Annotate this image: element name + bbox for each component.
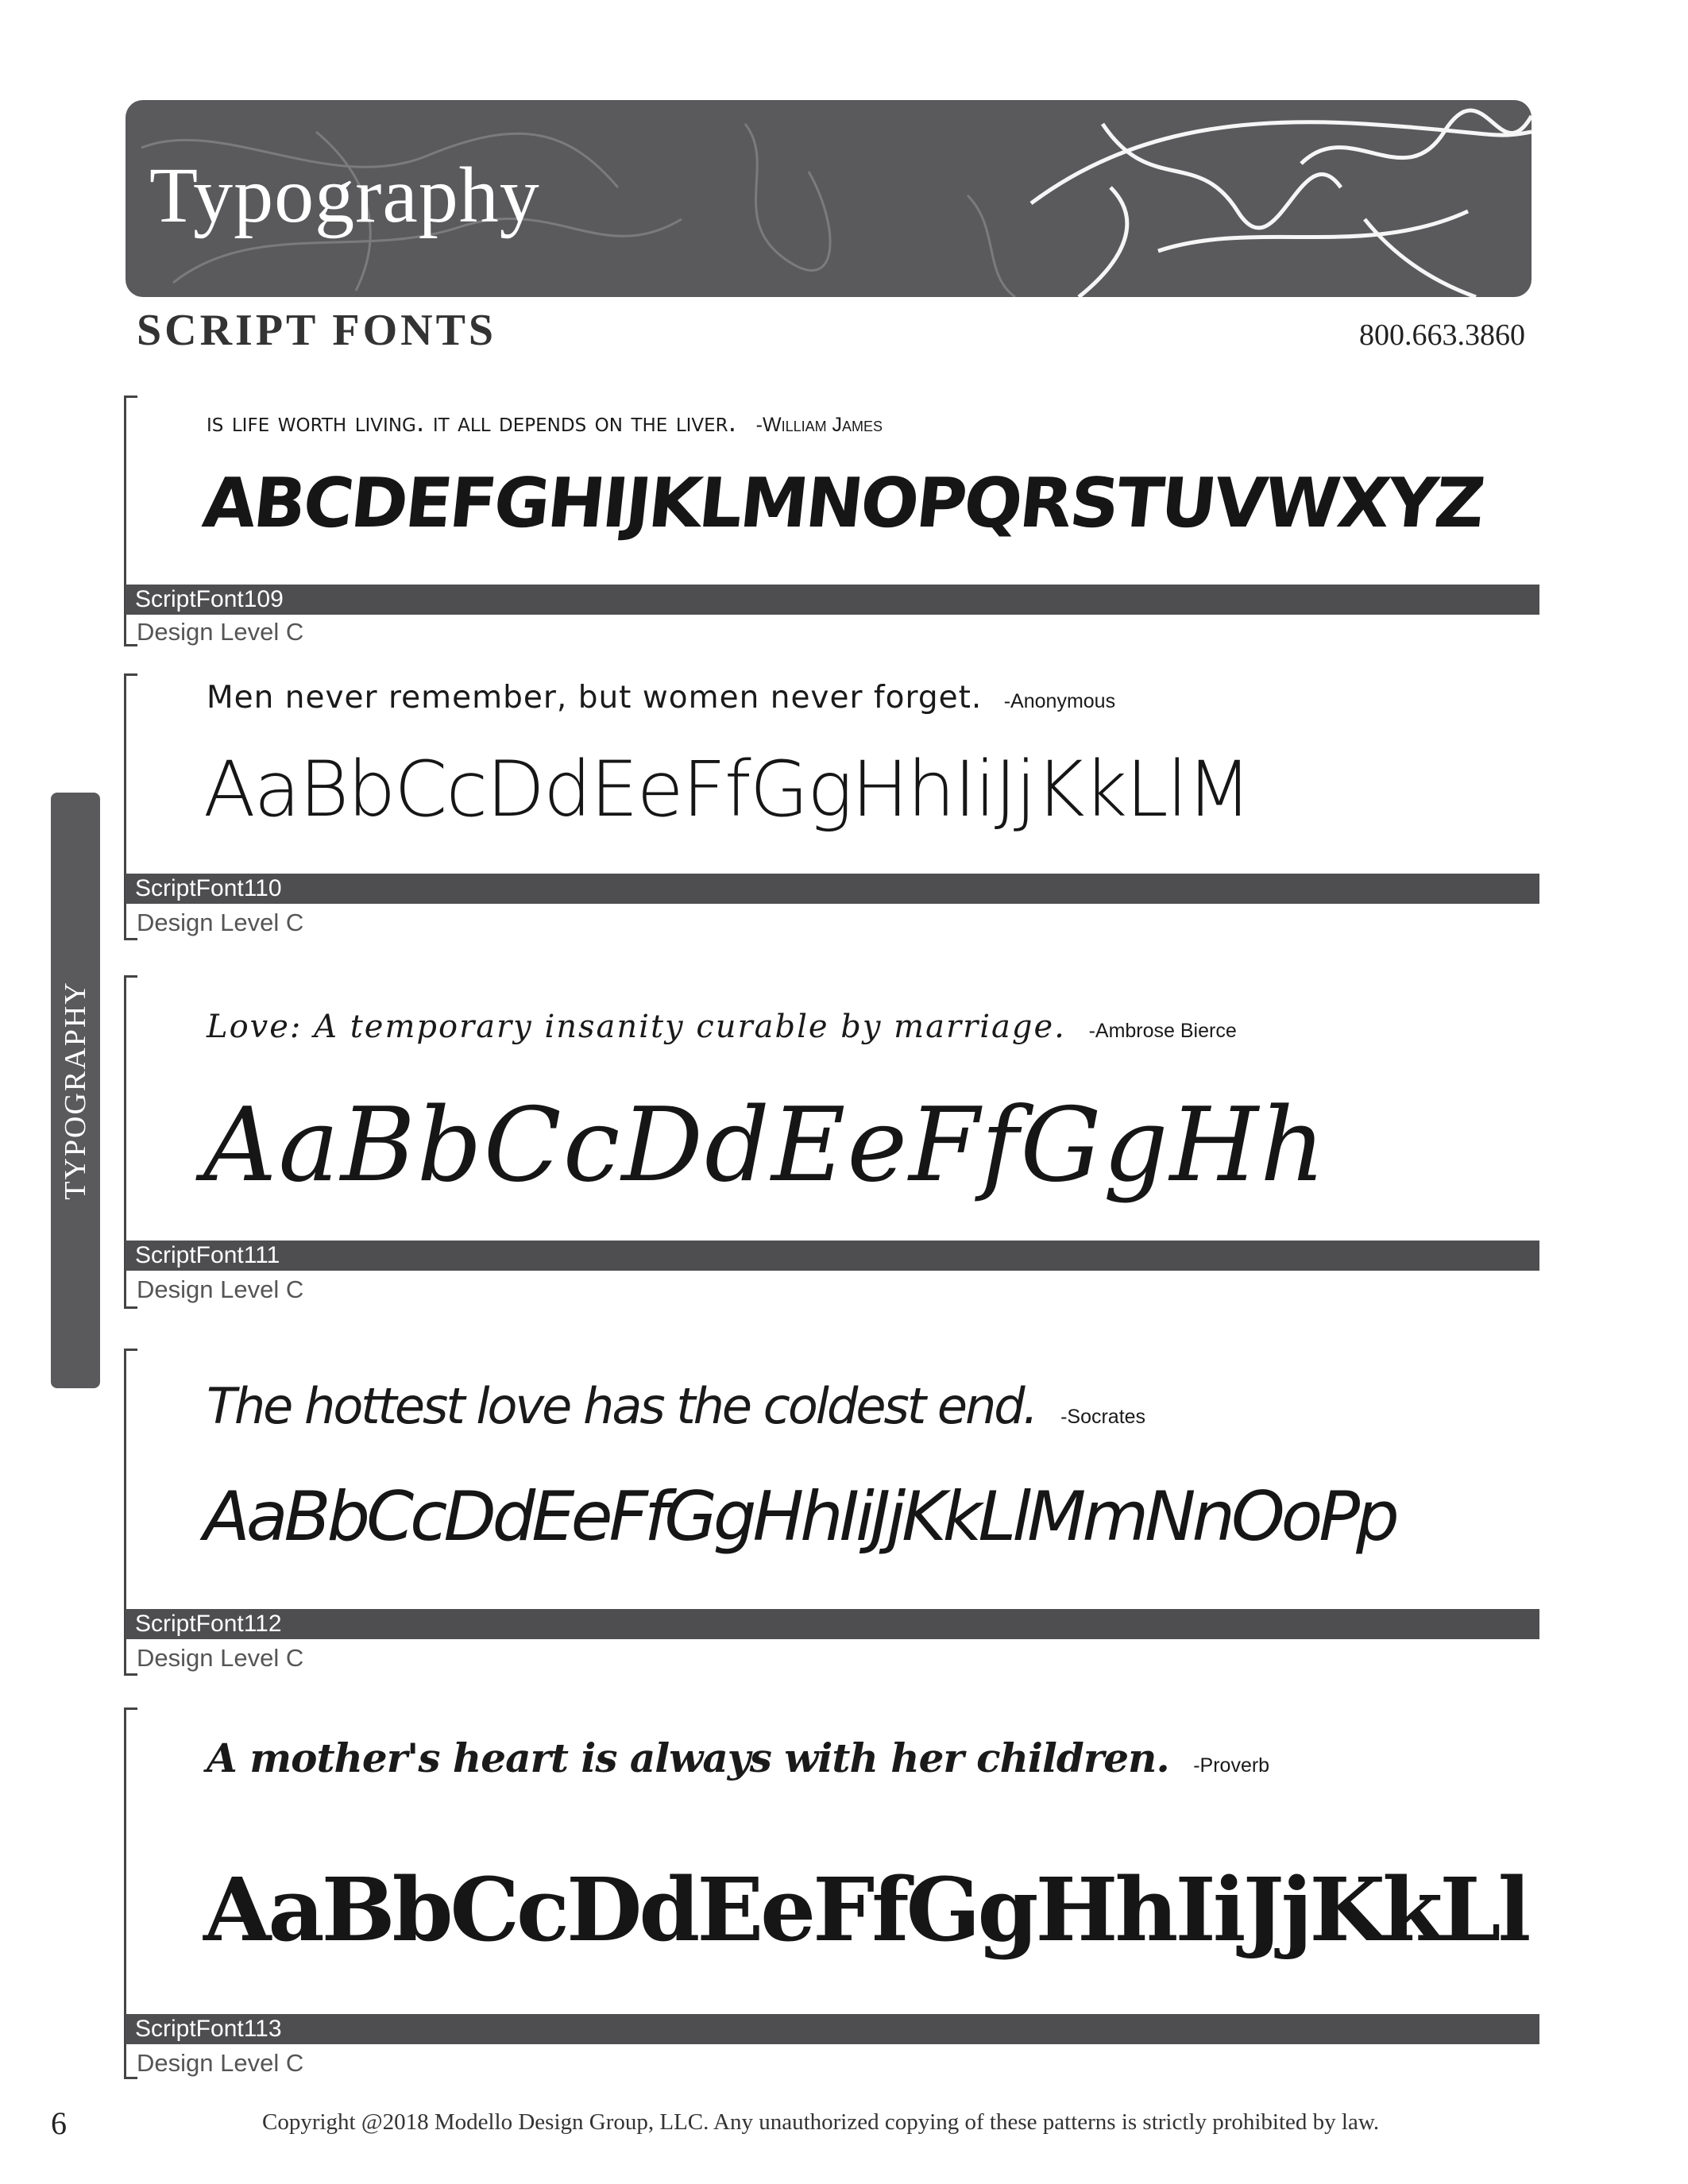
phone-number: 800.663.3860 — [1359, 318, 1525, 352]
quote-text: is life worth living. it all depends on the liver. — [207, 407, 737, 438]
side-tab-label: TYPOGRAPHY — [59, 981, 92, 1200]
font-name: ScriptFont111 — [135, 1242, 280, 1268]
font-sample — [124, 673, 1539, 940]
font-name: ScriptFont112 — [135, 1611, 282, 1637]
font-name-bar — [126, 2014, 1539, 2044]
font-name-bar — [126, 585, 1539, 615]
sample-quote — [207, 1377, 1145, 1435]
quote-author: -Anonymous — [1003, 690, 1116, 712]
design-level: Design Level C — [137, 2049, 304, 2077]
quote-author: -Proverb — [1193, 1754, 1270, 1777]
font-sample — [124, 1349, 1539, 1676]
alphabet-sample: AaBbCcDdEeFfGgHh — [203, 1086, 1327, 1205]
font-name-bar — [126, 874, 1539, 904]
alphabet-sample: AaBbCcDdEeFfGgHhIiJjKkLl — [203, 1858, 1528, 1961]
section-title: SCRIPT FONTS — [137, 306, 497, 355]
font-name: ScriptFont109 — [135, 586, 284, 612]
design-level: Design Level C — [137, 618, 304, 646]
alphabet-sample: AaBbCcDdEeFfGgHhIiJjKkLlMmNnOoPp — [203, 1477, 1396, 1557]
design-level: Design Level C — [137, 1644, 304, 1672]
font-name: ScriptFont110 — [135, 875, 282, 901]
quote-text: The hottest love has the coldest end. — [207, 1377, 1037, 1435]
font-name-bar — [126, 1241, 1539, 1271]
font-sample — [124, 975, 1539, 1309]
quote-author: -Ambrose Bierce — [1088, 1020, 1237, 1042]
header-banner — [126, 100, 1532, 297]
copyright-notice: Copyright @2018 Modello Design Group, LLC. Any unauthorized copying of these patterns is strictly prohibited by law. — [262, 2109, 1380, 2135]
page-title: Typography — [149, 151, 540, 239]
sample-quote — [207, 1734, 1269, 1781]
design-level: Design Level C — [137, 909, 304, 936]
alphabet-sample: AaBbCcDdEeFfGgHhIiJjKkLlM — [203, 745, 1251, 834]
alphabet-sample: ABCDEFGHIJKLMNOPQRSTUVWXYZ — [199, 464, 1487, 543]
font-sample — [124, 396, 1539, 646]
side-section-tab — [51, 793, 100, 1388]
font-name: ScriptFont113 — [135, 2016, 282, 2042]
font-name-bar — [126, 1609, 1539, 1639]
design-level: Design Level C — [137, 1275, 304, 1303]
font-sample — [124, 1707, 1539, 2079]
sample-quote — [207, 680, 1115, 716]
sample-quote — [207, 1009, 1237, 1045]
quote-author: -Socrates — [1060, 1406, 1146, 1428]
page-number: 6 — [51, 2105, 67, 2141]
quote-text: Love: A temporary insanity curable by marriage. — [207, 1009, 1066, 1045]
quote-text: Men never remember, but women never forget. — [207, 680, 983, 716]
quote-author: -William James — [755, 414, 883, 436]
sample-quote — [207, 407, 883, 438]
quote-text: A mother's heart is always with her children. — [207, 1734, 1169, 1781]
